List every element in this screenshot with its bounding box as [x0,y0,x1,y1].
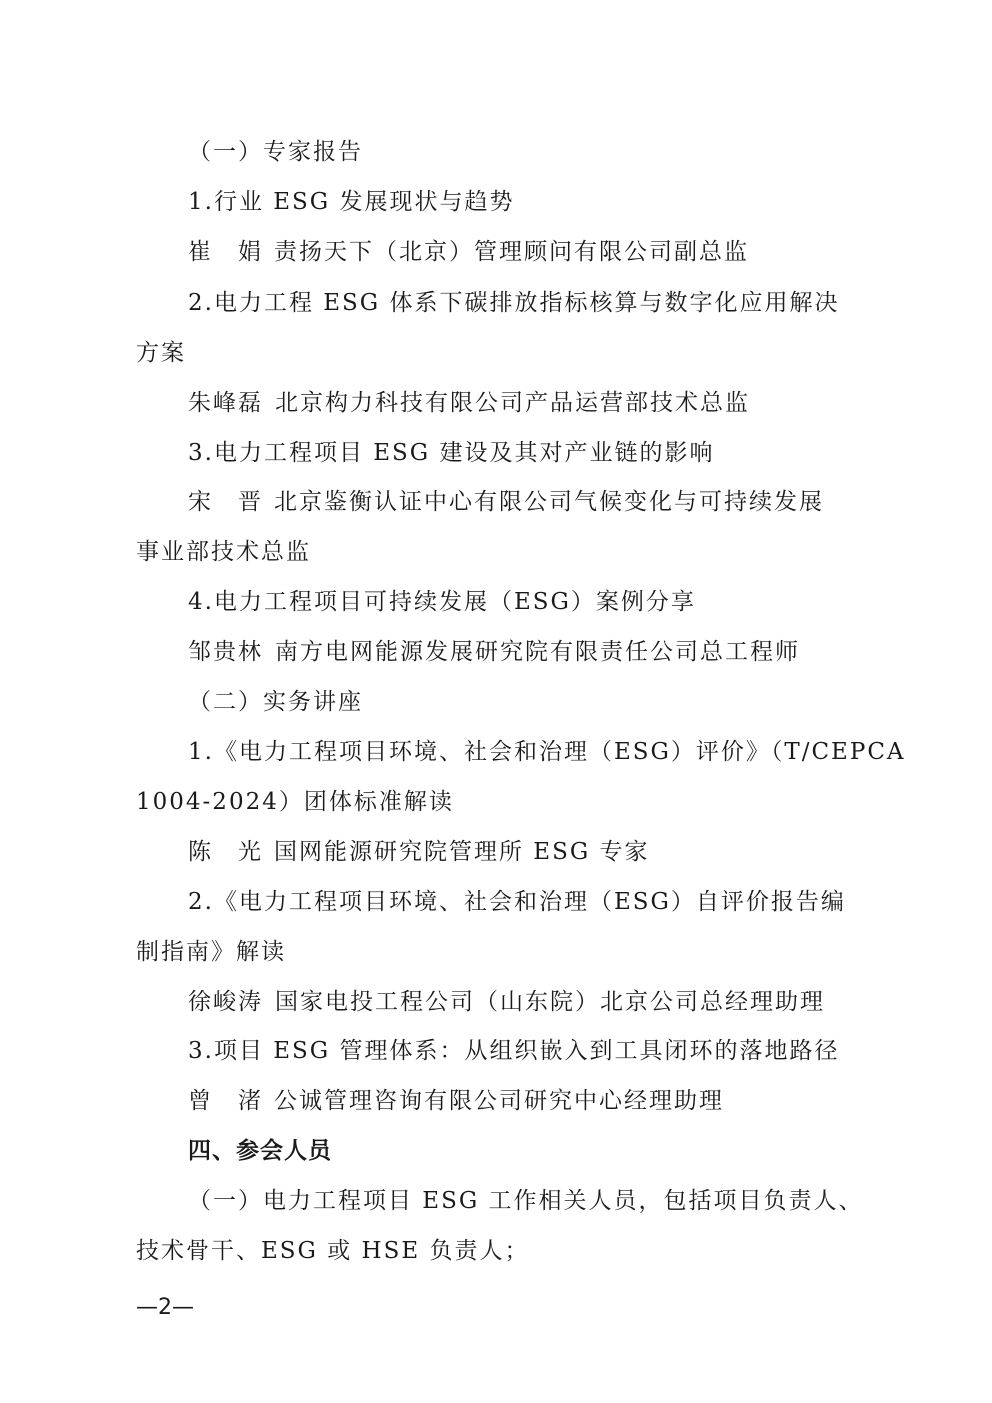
item-4-title: 4.电力工程项目可持续发展（ESG）案例分享 [188,589,696,615]
speaker-3 [0,487,992,517]
speaker-affiliation: 北京鉴衡认证中心有限公司气候变化与可持续发展 [274,489,824,515]
speaker-name: 宋 晋 [188,489,263,515]
speaker-affiliation: 国家电投工程公司（山东院）北京公司总经理助理 [275,989,825,1015]
lecture-1-title-cont: 1004-2024）团体标准解读 [136,789,454,815]
speaker-affiliation: 国网能源研究院管理所 ESG 专家 [274,839,650,865]
speaker-name: 陈 光 [188,839,263,865]
attendees-1: （一）电力工程项目 ESG 工作相关人员，包括项目负责人、 [188,1188,864,1214]
speaker-name: 邹贵林 [188,639,263,665]
page-number: —2— [136,1295,194,1320]
section-4-heading: 四、参会人员 [188,1138,332,1164]
speaker-affiliation: 责扬天下（北京）管理顾问有限公司副总监 [274,239,749,265]
speaker-name: 崔 娟 [188,239,263,265]
speaker-1 [0,237,992,267]
item-3-title: 3.电力工程项目 ESG 建设及其对产业链的影响 [188,440,715,466]
speaker-name: 曾 渚 [188,1088,263,1114]
lecture-1-title: 1.《电力工程项目环境、社会和治理（ESG）评价》（T/CEPCA [188,739,906,765]
lecture-3-title: 3.项目 ESG 管理体系：从组织嵌入到工具闭环的落地路径 [188,1038,840,1064]
speaker-6 [0,987,992,1017]
speaker-3-cont: 事业部技术总监 [136,539,311,565]
section-practical-lectures: （二）实务讲座 [188,689,363,715]
speaker-affiliation: 公诚管理咨询有限公司研究中心经理助理 [274,1088,724,1114]
item-1-title: 1.行业 ESG 发展现状与趋势 [188,189,515,215]
speaker-name: 徐峻涛 [188,989,263,1015]
speaker-2 [0,388,992,418]
lecture-2-title: 2.《电力工程项目环境、社会和治理（ESG）自评价报告编 [188,889,846,915]
speaker-4 [0,637,992,667]
item-2-title-cont: 方案 [136,340,186,366]
speaker-5 [0,837,992,867]
speaker-name: 朱峰磊 [188,390,263,416]
lecture-2-title-cont: 制指南》解读 [136,939,286,965]
speaker-affiliation: 南方电网能源发展研究院有限责任公司总工程师 [275,639,800,665]
section-expert-reports: （一）专家报告 [188,139,363,165]
speaker-affiliation: 北京构力科技有限公司产品运营部技术总监 [275,390,750,416]
speaker-7 [0,1086,992,1116]
attendees-1-cont: 技术骨干、ESG 或 HSE 负责人； [136,1238,530,1264]
item-2-title: 2.电力工程 ESG 体系下碳排放指标核算与数字化应用解决 [188,290,840,316]
